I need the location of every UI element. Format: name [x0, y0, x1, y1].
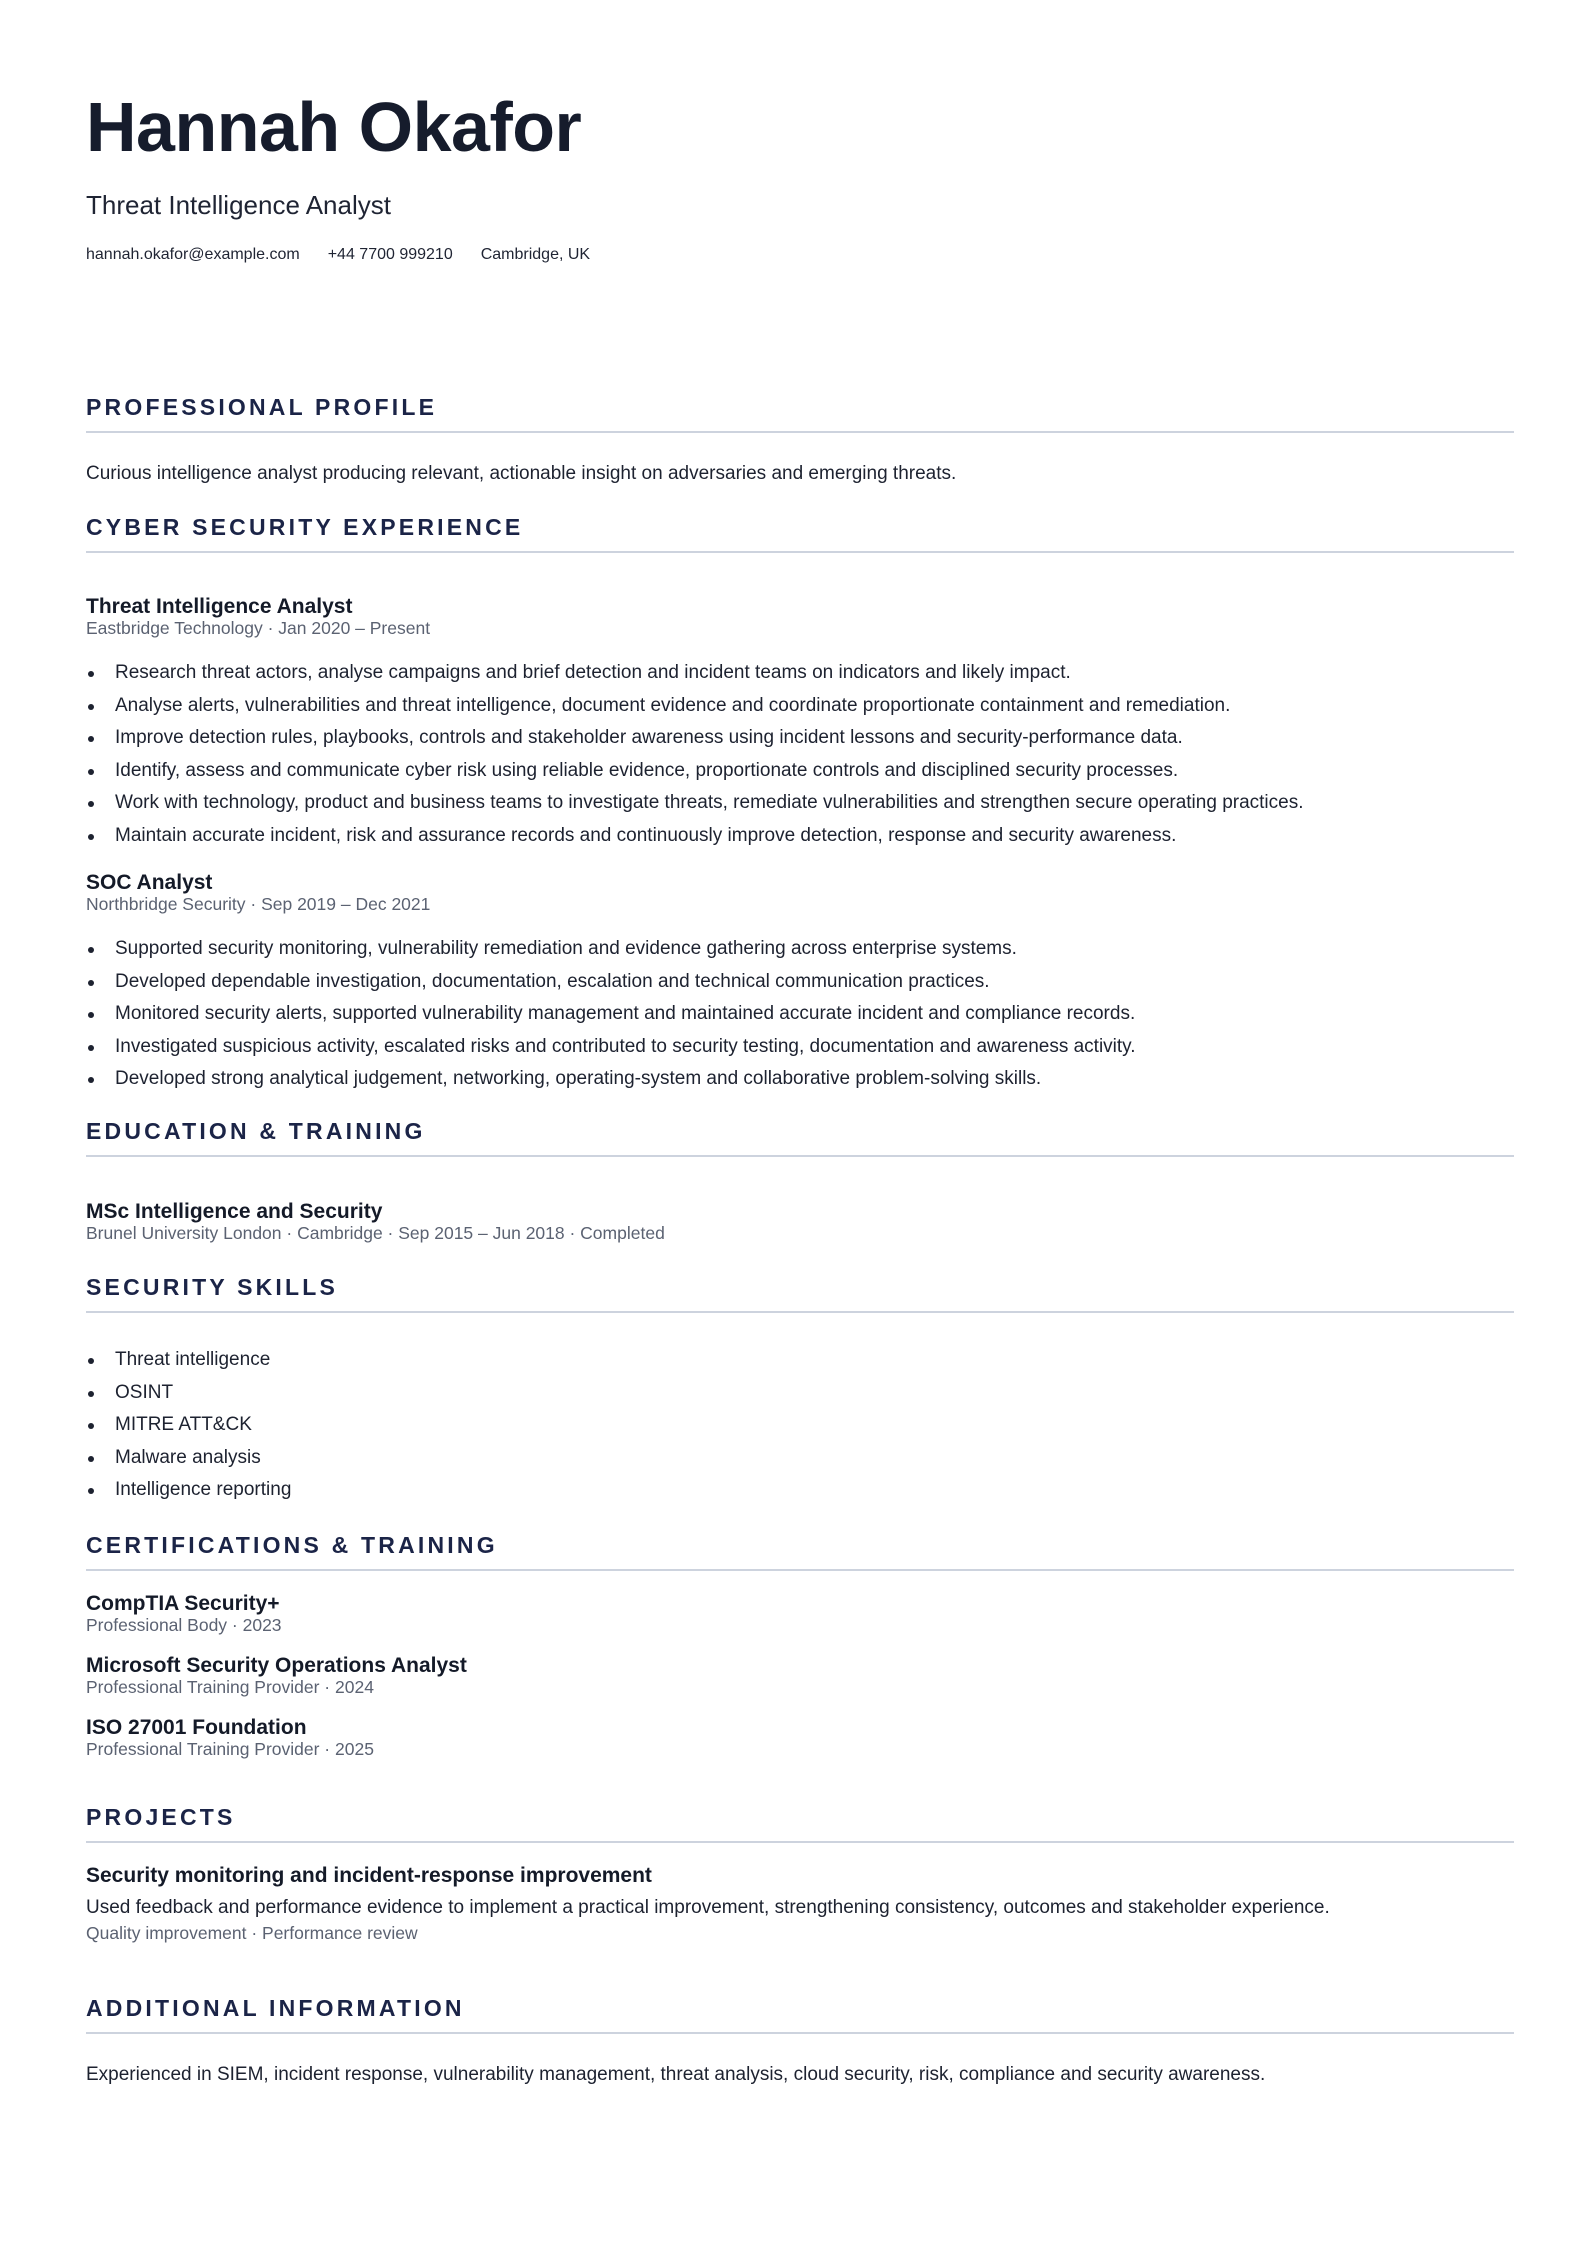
section-title-projects: PROJECTS [86, 1804, 236, 1830]
list-item: Analyse alerts, vulnerabilities and threat intelligence, document evidence and coordinate proportionate containment and remediation. [86, 690, 1304, 723]
list-item: Developed dependable investigation, documentation, escalation and technical communication practices. [86, 966, 1136, 999]
contact-email[interactable]: hannah.okafor@example.com [86, 246, 300, 263]
section-title-experience: CYBER SECURITY EXPERIENCE [86, 514, 524, 540]
list-item: OSINT [86, 1377, 291, 1410]
education-title: MSc Intelligence and Security [86, 1200, 383, 1223]
list-item: Maintain accurate incident, risk and assurance records and continuously improve detection, response and security awareness. [86, 820, 1304, 853]
certification-meta: Professional Body · 2023 [86, 1615, 282, 1635]
skills-list [86, 1344, 291, 1507]
list-item: Investigated suspicious activity, escalated risks and contributed to security testing, documentation and awareness activity. [86, 1031, 1136, 1064]
section-divider [86, 431, 1514, 433]
section-divider [86, 1569, 1514, 1571]
contact-location: Cambridge, UK [480, 246, 591, 263]
list-item: Malware analysis [86, 1442, 291, 1475]
education-meta: Brunel University London · Cambridge · Sep 2015 – Jun 2018 · Completed [86, 1223, 665, 1243]
list-item: Work with technology, product and business teams to investigate threats, remediate vulnerabilities and strengthen secure operating practices. [86, 787, 1304, 820]
section-divider [86, 1155, 1514, 1157]
contact-phone[interactable]: +44 7700 999210 [327, 246, 453, 263]
job-title: Threat Intelligence Analyst [86, 595, 353, 618]
certification-title: CompTIA Security+ [86, 1592, 280, 1615]
certification-title: ISO 27001 Foundation [86, 1716, 307, 1739]
section-divider [86, 1841, 1514, 1843]
section-title-additional: ADDITIONAL INFORMATION [86, 1995, 465, 2021]
section-title-certifications: CERTIFICATIONS & TRAINING [86, 1532, 498, 1558]
list-item: Monitored security alerts, supported vulnerability management and maintained accurate incident and compliance records. [86, 998, 1136, 1031]
contact-line [86, 246, 590, 264]
project-description: Used feedback and performance evidence to implement a practical improvement, strengthening consistency, outcomes and stakeholder experience. [86, 1897, 1330, 1918]
profile-summary: Curious intelligence analyst producing relevant, actionable insight on adversaries and emerging threats. [86, 463, 957, 484]
list-item: Threat intelligence [86, 1344, 291, 1377]
list-item: MITRE ATT&CK [86, 1409, 291, 1442]
job-meta: Eastbridge Technology · Jan 2020 – Present [86, 618, 431, 638]
list-item: Improve detection rules, playbooks, controls and stakeholder awareness using incident lessons and security-performance data. [86, 722, 1304, 755]
list-item: Intelligence reporting [86, 1474, 291, 1507]
section-divider [86, 2032, 1514, 2034]
section-divider [86, 551, 1514, 553]
job-title: SOC Analyst [86, 871, 213, 894]
project-title: Security monitoring and incident-response improvement [86, 1864, 652, 1887]
additional-info: Experienced in SIEM, incident response, vulnerability management, threat analysis, cloud security, risk, compliance and security awareness. [86, 2064, 1266, 2085]
certification-title: Microsoft Security Operations Analyst [86, 1654, 467, 1677]
list-item: Developed strong analytical judgement, networking, operating-system and collaborative problem-solving skills. [86, 1063, 1136, 1096]
candidate-role: Threat Intelligence Analyst [86, 190, 391, 220]
section-title-skills: SECURITY SKILLS [86, 1274, 339, 1300]
project-meta: Quality improvement · Performance review [86, 1923, 418, 1943]
list-item: Research threat actors, analyse campaigns and brief detection and incident teams on indicators and likely impact. [86, 657, 1304, 690]
section-divider [86, 1311, 1514, 1313]
certification-meta: Professional Training Provider · 2025 [86, 1739, 374, 1759]
job-bullets [86, 657, 1304, 852]
job-meta: Northbridge Security · Sep 2019 – Dec 2021 [86, 894, 431, 914]
section-title-profile: PROFESSIONAL PROFILE [86, 394, 438, 420]
certification-meta: Professional Training Provider · 2024 [86, 1677, 374, 1697]
list-item: Supported security monitoring, vulnerability remediation and evidence gathering across enterprise systems. [86, 933, 1136, 966]
list-item: Identify, assess and communicate cyber risk using reliable evidence, proportionate controls and disciplined security processes. [86, 755, 1304, 788]
section-title-education: EDUCATION & TRAINING [86, 1118, 426, 1144]
job-bullets [86, 933, 1136, 1096]
candidate-name: Hannah Okafor [86, 88, 582, 166]
